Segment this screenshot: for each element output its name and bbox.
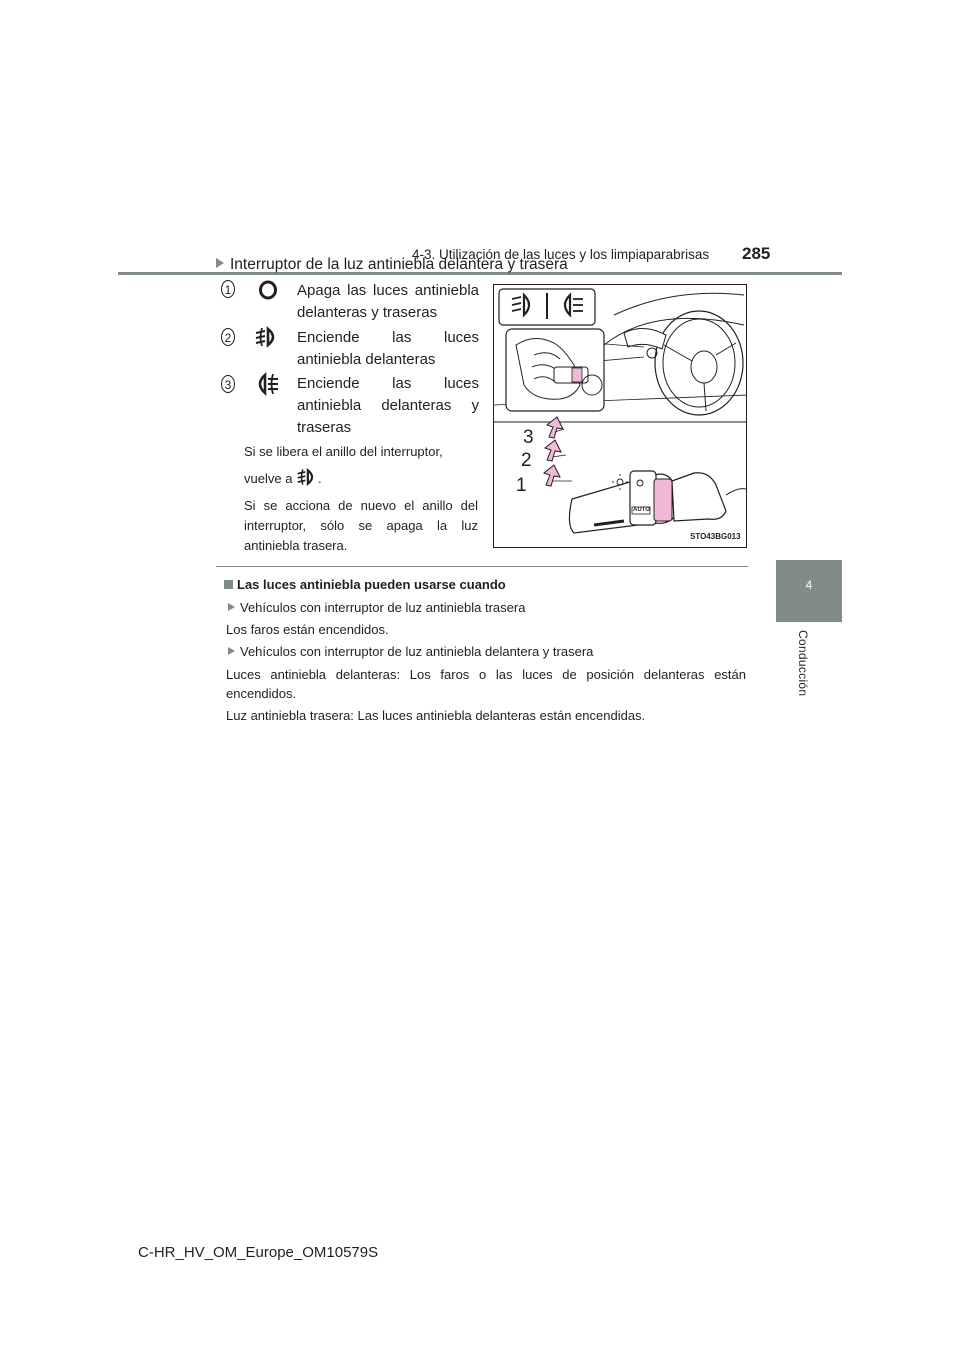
triangle-bullet-icon xyxy=(228,603,235,611)
chapter-number: 4 xyxy=(805,578,813,592)
case-2-text-1: Luces antiniebla delanteras: Los faros o las luces de posición delanteras están encendidos. xyxy=(226,667,746,701)
front-rear-fog-light-icon xyxy=(254,372,280,396)
fog-light-off-icon xyxy=(256,279,280,301)
section-title: 4-3. Utilización de las luces y los limpiaparabrisas xyxy=(412,247,710,262)
callout-2: 2 xyxy=(521,450,532,471)
section-heading xyxy=(224,577,506,592)
subheading xyxy=(216,256,568,274)
item-number-2: 2 xyxy=(221,328,235,346)
note-line-2 xyxy=(244,467,478,489)
triangle-bullet-icon xyxy=(216,258,224,268)
case-1-title-text: Vehículos con interruptor de luz antiniebla trasera xyxy=(240,600,526,615)
callout-3: 3 xyxy=(523,427,534,448)
item-number-1: 1 xyxy=(221,280,235,298)
section-heading-text: Las luces antiniebla pueden usarse cuando xyxy=(237,577,506,592)
front-fog-light-icon xyxy=(254,326,280,348)
item-1-line-2: delanteras y traseras xyxy=(297,304,438,321)
item-2-line-1: Enciende las luces xyxy=(297,329,479,346)
item-1-text xyxy=(297,280,479,324)
square-bullet-icon xyxy=(224,580,233,589)
fog-switch-figure xyxy=(493,284,747,548)
case-2-text-2: Luz antiniebla trasera: Las luces antiniebla delanteras están encendidas. xyxy=(226,708,646,723)
note-vuelve-text: vuelve a xyxy=(244,471,293,486)
figure-code: STO43BG013 xyxy=(690,532,741,541)
case-1-text: Los faros están encendidos. xyxy=(226,622,389,637)
figure-drawing xyxy=(494,285,747,548)
triangle-bullet-icon xyxy=(228,647,235,655)
page-number: 285 xyxy=(742,244,771,263)
chapter-label: Conducción xyxy=(796,630,810,697)
section-rule xyxy=(216,566,748,567)
item-3-line-2: antiniebla delanteras y xyxy=(297,397,479,414)
item-number-3: 3 xyxy=(221,375,235,393)
note-line-1: Si se libera el anillo del interruptor, xyxy=(244,444,443,459)
case-2-title xyxy=(228,642,748,661)
subheading-text: Interruptor de la luz antiniebla delantera y trasera xyxy=(230,256,568,273)
callout-1: 1 xyxy=(516,475,527,496)
item-3-line-3: traseras xyxy=(297,419,352,436)
footer-code: C-HR_HV_OM_Europe_OM10579S xyxy=(138,1244,379,1261)
item-1-line-1: Apaga las luces antiniebla xyxy=(297,282,479,299)
item-3-text xyxy=(297,373,479,439)
note-paragraph-2: Si se acciona de nuevo el anillo del interruptor, sólo se apaga la luz antiniebla trasera. xyxy=(244,498,478,553)
case-1-title xyxy=(228,598,748,617)
front-fog-light-icon-inline xyxy=(296,467,318,487)
item-2-text xyxy=(297,327,479,371)
item-3-line-1: Enciende las luces xyxy=(297,375,479,392)
item-2-line-2: antiniebla delanteras xyxy=(297,351,436,368)
case-2-title-text: Vehículos con interruptor de luz antiniebla delantera y trasera xyxy=(240,644,594,659)
auto-label: AUTO xyxy=(633,507,650,513)
note-period: . xyxy=(318,471,322,486)
